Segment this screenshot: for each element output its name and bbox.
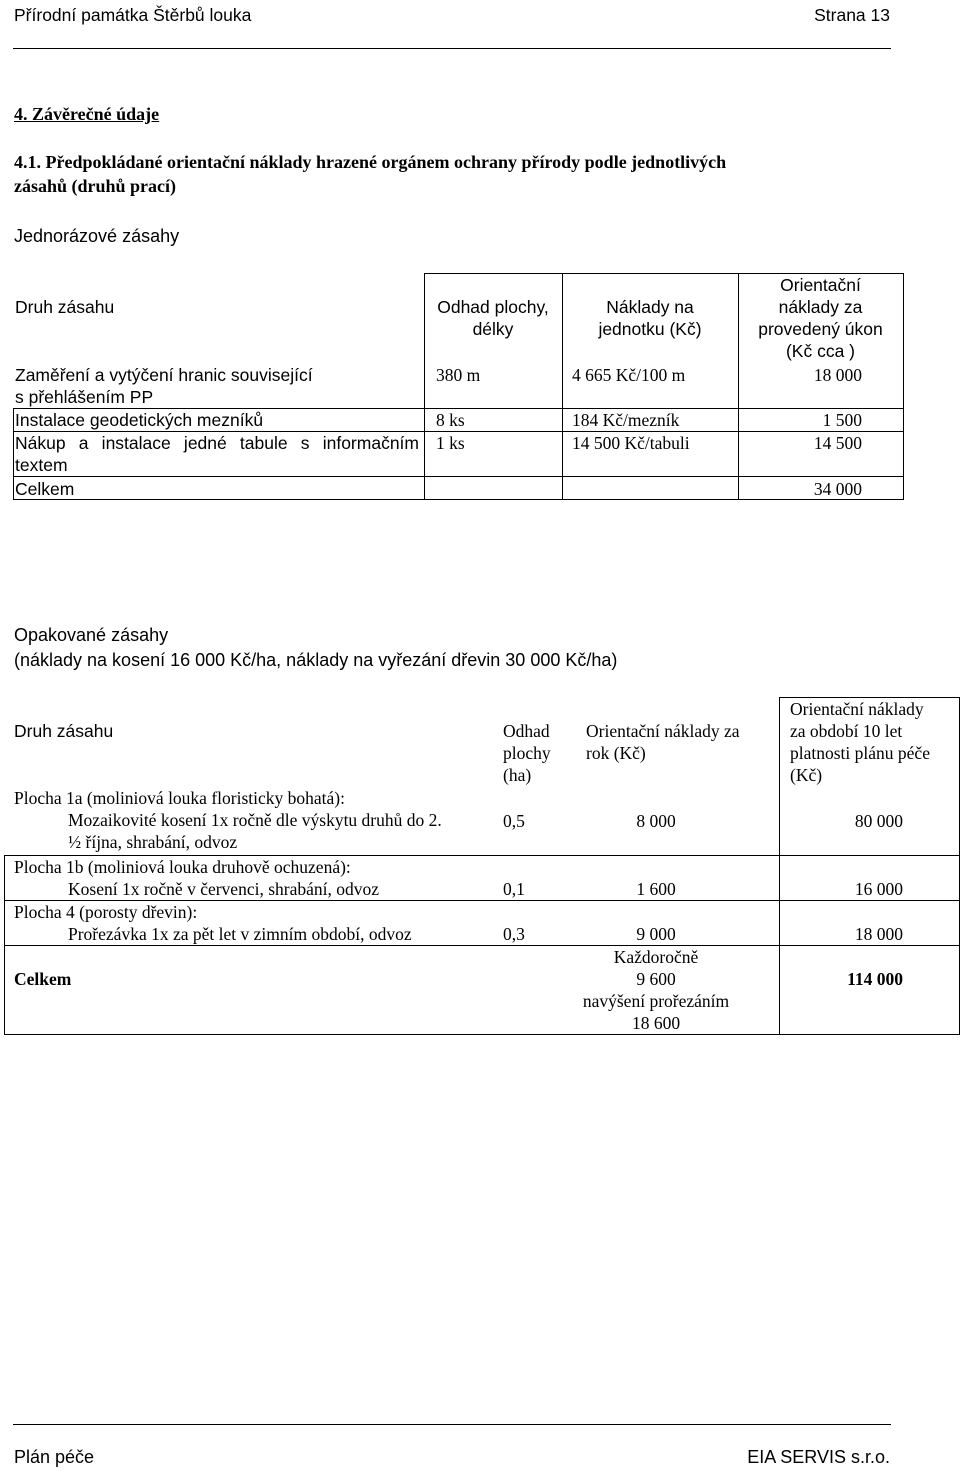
column-header-text: Orientační náklady [790,699,924,719]
table-line [13,408,14,500]
column-header-yearly [586,720,740,764]
table-total-period: 114 000 [847,969,903,989]
table-cell-cost: 1 500 [822,410,862,430]
table-cell-area: 0,3 [503,924,525,944]
column-header-text: Náklady na [606,297,694,317]
column-header-text: Odhad plochy, [437,297,549,317]
footer-rule [13,1424,891,1425]
table-cell-period: 16 000 [854,879,903,899]
column-header-text: Orientační náklady za [586,721,740,741]
column-header-cost [738,274,903,362]
column-header-text: jednotku (Kč) [598,319,702,339]
cell-text: Zaměření a vytýčení hranic související [15,365,313,385]
column-header-text: za období 10 let [790,721,903,741]
cell-text: 18 600 [631,1013,681,1033]
table-cell-unit-cost: 184 Kč/mezník [572,410,680,430]
table-cell-type [15,364,313,408]
table-cell-unit-cost: 4 665 Kč/100 m [572,365,686,385]
column-header-text: délky [472,319,514,339]
column-header-text: Orientační [780,275,861,295]
table-line [779,697,780,1035]
table-cell-type [14,856,379,900]
table-total-yearly [566,946,746,1034]
column-header-unit-cost [562,296,738,340]
cell-text: Prořezávka 1x za pět let v zimním období, odvoz [68,924,412,944]
cell-text: Nákup a instalace jedné tabule s informačním [15,433,419,453]
column-header-text: platnosti plánu péče [790,743,930,763]
table-cell-yearly: 8 000 [636,811,676,831]
table-cell-yearly: 9 000 [636,924,676,944]
cell-text: Každoročně [613,947,699,967]
table-total-value: 34 000 [813,479,862,499]
column-header-text: náklady za [778,297,863,317]
cell-text: Mozaikovité kosení 1x ročně dle výskytu druhů do 2. [68,810,442,830]
cell-text: 9 600 [636,969,676,989]
table-cell-period: 80 000 [854,811,903,831]
column-header-type: Druh zásahu [14,721,114,741]
table-line [13,476,904,477]
header-rule [13,48,891,49]
cell-text: Plocha 1b (moliniová louka druhově ochuzená): [14,857,351,877]
table-line [903,273,904,500]
table-cell-type [15,432,419,476]
recurring-heading: Opakované zásahy [14,625,169,645]
subsection-title-line1: 4.1. Předpokládané orientační náklady hrazené orgánem ochrany přírody podle jednotlivých [14,152,727,172]
column-header-text: rok (Kč) [586,743,646,763]
table-line [4,855,5,1035]
one-time-heading: Jednorázové zásahy [14,226,180,246]
subsection-title-line2: zásahů (druhů prací) [14,176,177,196]
table-total-label: Celkem [15,479,75,499]
cell-text: navýšení prořezáním [582,991,730,1011]
column-header-period [790,698,930,786]
table-cell-estimate: 8 ks [436,410,465,430]
cell-text: ½ října, shrabání, odvoz [68,832,238,852]
column-header-estimate [424,296,562,340]
table-cell-cost: 14 500 [813,433,862,453]
table-cell-area: 0,5 [503,811,525,831]
table-cell-type: Instalace geodetických mezníků [15,410,264,430]
table-cell-estimate: 1 ks [436,433,465,453]
header-title: Přírodní památka Štěrbů louka [14,5,252,25]
column-header-text: (Kč cca ) [785,341,856,361]
column-header-area [503,720,551,786]
table-cell-area: 0,1 [503,879,525,899]
cell-text: s přehlášením PP [15,387,154,407]
table-line [4,945,960,946]
table-line [4,1034,960,1035]
table-cell-period: 18 000 [854,924,903,944]
column-header-text: (ha) [503,765,532,785]
cell-text: Plocha 1a (moliniová louka floristicky bohatá): [14,788,345,808]
header-page-number: Strana 13 [814,5,890,25]
column-header-text: (Kč) [790,765,823,785]
table-cell-unit-cost: 14 500 Kč/tabuli [572,433,690,453]
footer-left: Plán péče [14,1447,95,1467]
footer-right: EIA SERVIS s.r.o. [747,1447,890,1467]
column-header-text: plochy [503,743,551,763]
table-total-label: Celkem [14,969,72,989]
cell-text: textem [15,455,68,475]
table-cell-type [14,901,412,945]
table-cell-estimate: 380 m [436,365,481,385]
table-cell-cost: 18 000 [813,365,862,385]
cell-text: Plocha 4 (porosty dřevin): [14,902,198,922]
table-cell-yearly: 1 600 [636,879,676,899]
table-cell-type [14,787,442,853]
column-header-text: provedený úkon [758,319,883,339]
section-title: 4. Závěrečné údaje [14,104,160,124]
recurring-note: (náklady na kosení 16 000 Kč/ha, náklady na vyřezání dřevin 30 000 Kč/ha) [14,650,618,670]
column-header-type: Druh zásahu [15,297,115,317]
column-header-text: Odhad [503,721,550,741]
cell-text: Kosení 1x ročně v červenci, shrabání, odvoz [68,879,380,899]
